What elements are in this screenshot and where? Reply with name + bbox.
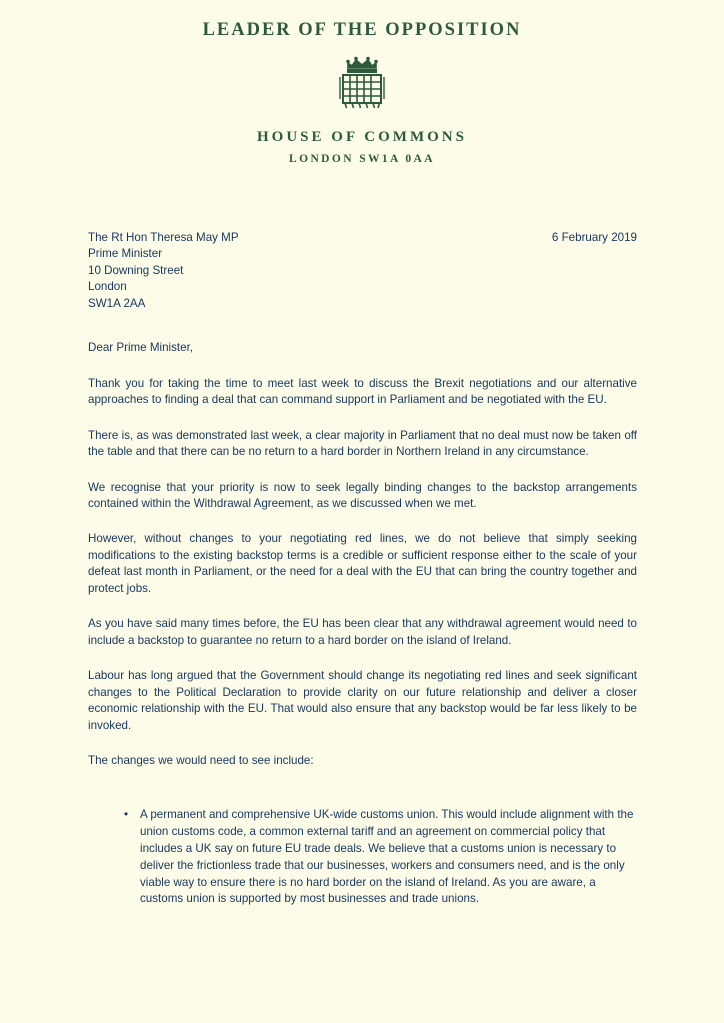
recipient-name: The Rt Hon Theresa May MP [88,231,239,244]
address-row [88,230,637,312]
demands-list [88,807,637,908]
salutation: Dear Prime Minister, [88,341,194,355]
recipient-city: London [88,280,127,294]
letterhead-title: LEADER OF THE OPPOSITION [202,20,522,40]
recipient-street: 10 Downing Street [88,263,184,277]
letter-date: 6 February 2019 [551,231,637,244]
paragraph: We recognise that your priority is now to seek legally binding changes to the backstop arrangements contained within the Withdrawal Agreement, as we discussed when we met. [88,480,637,510]
portcullis-crest-icon [326,55,398,117]
letter-body [88,230,637,920]
paragraph: Labour has long argued that the Government should change its negotiating red lines and seek significant changes to the Political Declaration to provide clarity on our future relationship and deliver a closer economic relationship with the EU. That would also ensure that any backstop would be far less likely to be invoked. [88,669,637,732]
list-item [88,807,637,908]
paragraph: The changes we would need to see include: [88,753,314,767]
paragraph: There is, as was demonstrated last week, a clear majority in Parliament that no deal must now be taken off the table and that there can be no return to a hard border in Northern Ireland in any circumstance. [88,428,637,459]
paragraph: However, without changes to your negotiating red lines, we do not believe that simply seeking modifications to the existing backstop terms is a credible or sufficient response either to the scale of your defeat last month in Parliament, or the need for a deal with the EU that can bring the country together and protect jobs. [88,532,637,595]
letterhead-institution: HOUSE OF COMMONS [257,129,467,145]
paragraph: Thank you for taking the time to meet last week to discuss the Brexit negotiations and our alternative approaches to finding a deal that can command support in Parliament and be negotiated with the EU. [88,376,637,407]
letterhead-address: LONDON SW1A 0AA [289,153,435,165]
recipient-postcode: SW1A 2AA [88,296,146,310]
recipient-role: Prime Minister [88,247,163,261]
bullet-marker: • [124,808,129,822]
list-item-text: A permanent and comprehensive UK-wide customs union. This would include alignment with the union customs code, a common external tariff and an agreement on commercial policy that includes a UK say on future EU trade deals. We believe that a customs union is necessary to deliver the frictionless trade that our businesses, workers and consumers need, and is the only viable way to ensure there is no hard border on the island of Ireland. As you are aware, a customs union is supported by most businesses and trade unions. [140,808,634,906]
recipient-address [88,230,239,312]
letterhead [0,0,724,165]
paragraph: As you have said many times before, the EU has been clear that any withdrawal agreement would need to include a backstop to guarantee no return to a hard border on the island of Ireland. [88,617,637,647]
